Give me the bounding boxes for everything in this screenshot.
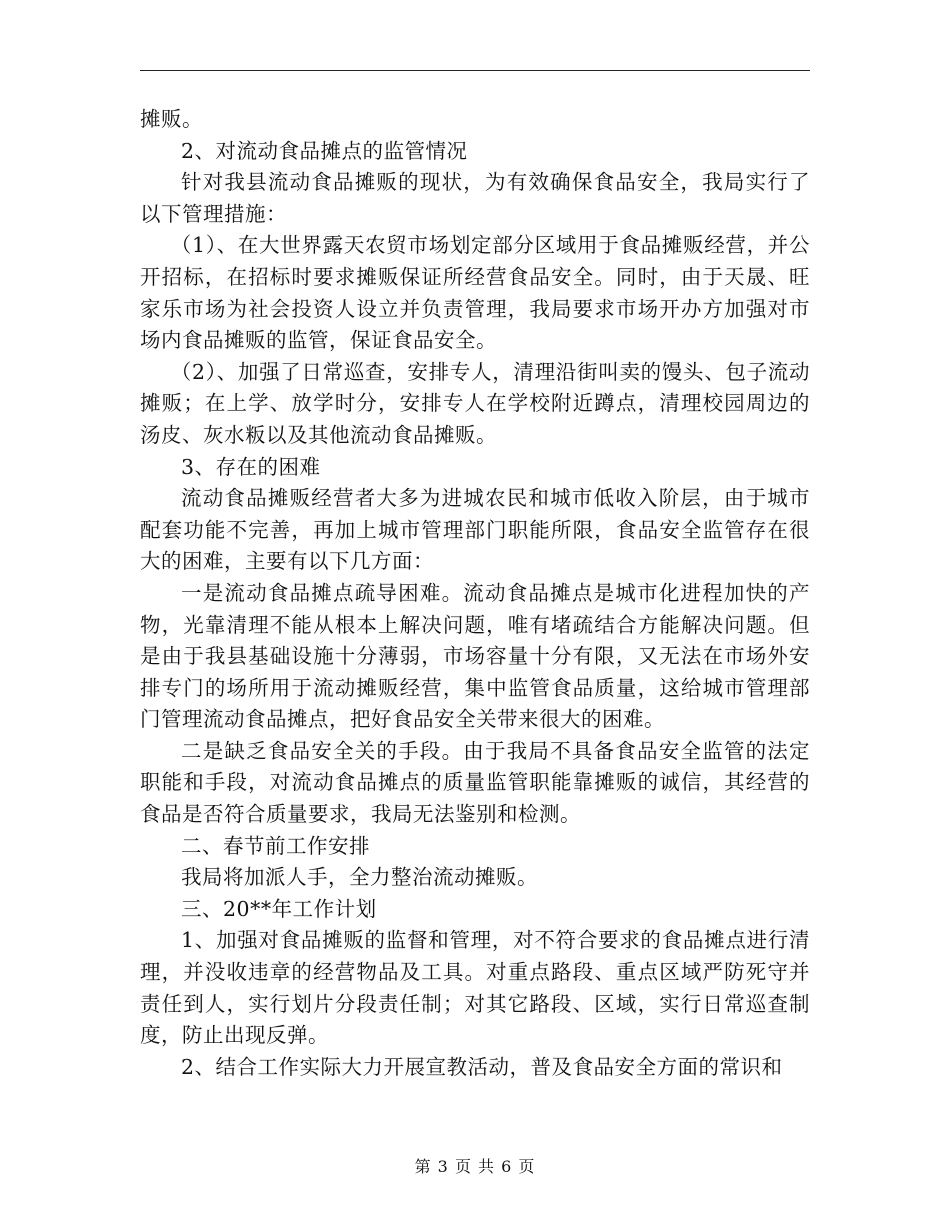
paragraph: 1、加强对食品摊贩的监督和管理，对不符合要求的食品摊点进行清理，并没收违章的经营物品及工具。对重点路段、重点区域严防死守并责任到人，实行划片分段责任制；对其它路段、区域，实行日常巡查制度，防止出现反弹。 xyxy=(140,928,810,1048)
section-heading: 三、20**年工作计划 xyxy=(181,896,377,921)
paragraph: 二是缺乏食品安全关的手段。由于我局不具备食品安全监管的法定职能和手段，对流动食品摊点的质量监管职能靠摊贩的诚信，其经营的食品是否符合质量要求，我局无法鉴别和检测。 xyxy=(140,738,810,827)
paragraph: 2、结合工作实际大力开展宣教活动，普及食品安全方面的常识和 xyxy=(181,1054,783,1079)
list-item-paragraph: （1）、在大世界露天农贸市场划定部分区域用于食品摊贩经营，并公开招标，在招标时要求摊贩保证所经营食品安全。同时，由于天晟、旺家乐市场为社会投资人设立并负责管理，我局要求市场开办方加强对市场内食品摊贩的监管，保证食品安全。 xyxy=(140,233,810,353)
paragraph: 流动食品摊贩经营者大多为进城农民和城市低收入阶层，由于城市配套功能不完善，再加上城市管理部门职能所限，食品安全监管存在很大的困难，主要有以下几方面： xyxy=(140,486,810,574)
document-body xyxy=(140,104,810,1083)
section-heading: 二、春节前工作安排 xyxy=(181,833,370,858)
paragraph: 一是流动食品摊点疏导困难。流动食品摊点是城市化进程加快的产物，光靠清理不能从根本上解决问题，唯有堵疏结合方能解决问题。但是由于我县基础设施十分薄弱，市场容量十分有限，又无法在市场外安排专门的场所用于流动摊贩经营，集中监管食品质量，这给城市管理部门管理流动食品摊点，把好食品安全关带来很大的困难。 xyxy=(140,580,810,732)
paragraph: 我局将加派人手，全力整治流动摊贩。 xyxy=(181,865,538,890)
list-item-paragraph: （2）、加强了日常巡查，安排专人，清理沿街叫卖的馒头、包子流动摊贩；在上学、放学时分，安排专人在学校附近蹲点，清理校园周边的汤皮、灰水粄以及其他流动食品摊贩。 xyxy=(140,359,810,447)
page-number: 第 3 页 共 6 页 xyxy=(414,1157,536,1176)
paragraph: 摊贩。 xyxy=(140,107,203,131)
section-heading: 3、存在的困难 xyxy=(181,454,321,479)
section-heading: 2、对流动食品摊点的监管情况 xyxy=(181,138,468,163)
paragraph: 针对我县流动食品摊贩的现状，为有效确保食品安全，我局实行了以下管理措施： xyxy=(140,170,810,226)
header-rule xyxy=(140,70,810,71)
